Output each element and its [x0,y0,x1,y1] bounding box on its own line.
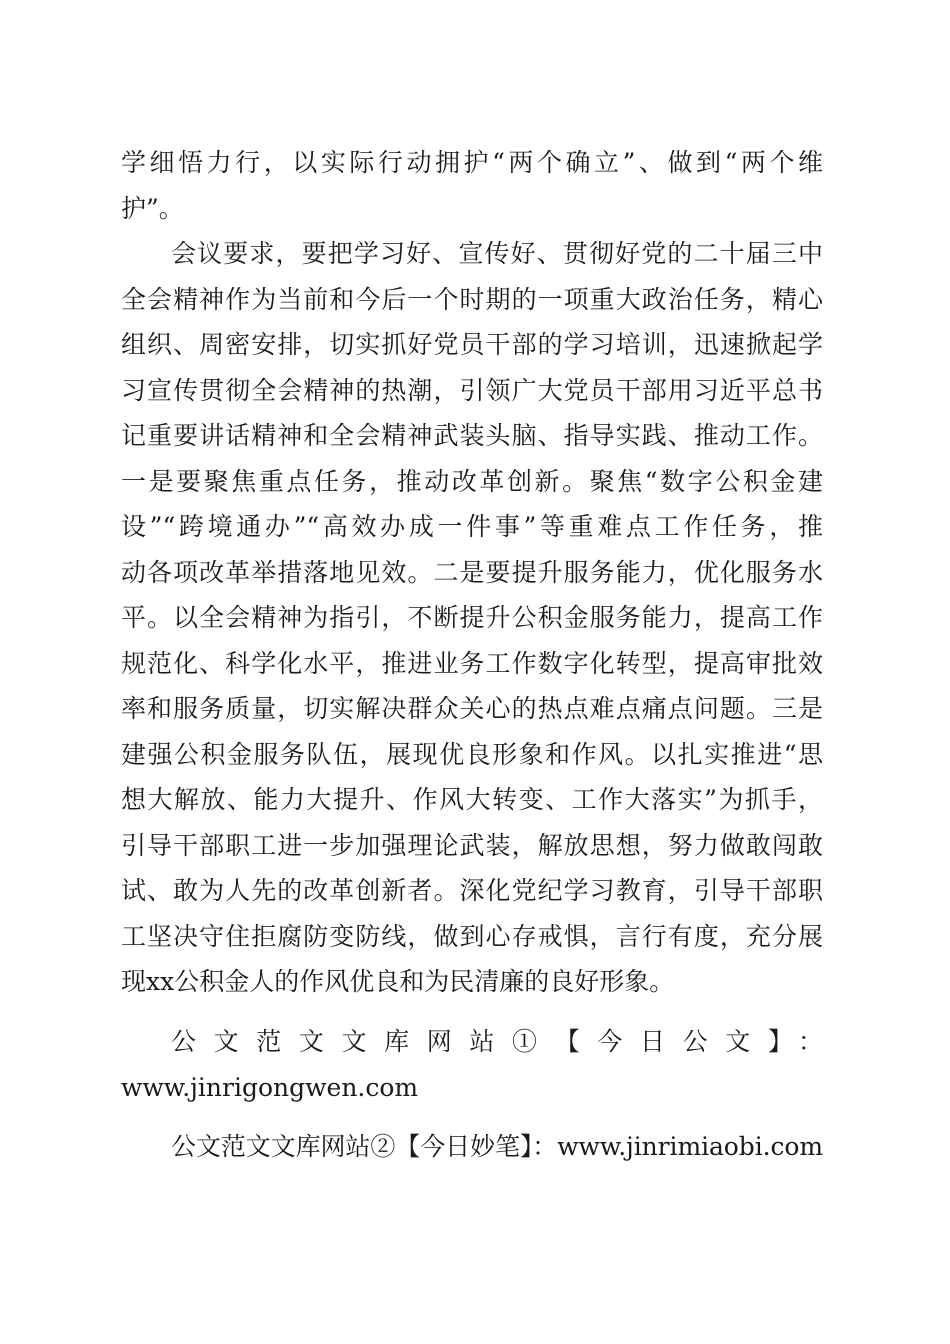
text-line: 率和服务质量，切实解决群众关心的热点难点痛点问题。三是 [121,694,823,723]
text-line: 会议要求，要把学习好、宣传好、贯彻好党的二十届三中 [171,239,823,268]
text-line: 公文范文文库网站①【今日公文】： [171,1027,823,1056]
text-line: 设”“跨境通办”“高效办成一件事”等重难点工作任务，推 [121,512,823,541]
website-url: www.jinrigongwen.com [121,1072,419,1102]
text-line: 护”。 [121,193,184,223]
text-line: 平。以全会精神为指引，不断提升公积金服务能力，提高工作 [121,603,823,632]
paragraph-1 [121,140,823,231]
text-line: 动各项改革举措落地见效。二是要提升服务能力，优化服务水 [121,557,823,587]
text-line: 习宣传贯彻全会精神的热潮，引领广大党员干部用习近平总书 [121,375,823,405]
text-line: 规范化、科学化水平，推进业务工作数字化转型，提高审批效 [121,648,823,678]
text-line: 全会精神作为当前和今后一个时期的一项重大政治任务，精心 [121,284,823,314]
website-link-2 [121,1124,823,1170]
text-line: 工坚决守住拒腐防变防线，做到心存戒惧，言行有度，充分展 [121,921,823,951]
website-link-1 [121,1019,823,1110]
text-line: 现xx公积金人的作风优良和为民清廉的良好形象。 [121,967,675,996]
text-line: 想大解放、能力大提升、作风大转变、工作大落实”为抓手， [121,785,823,814]
paragraph-2 [121,231,823,1005]
text-line: 学细悟力行，以实际行动拥护“两个确立”、做到“两个维 [121,148,823,177]
text-line: 记重要讲话精神和全会精神武装头脑、指导实践、推动工作。 [121,421,823,450]
text-line: 建强公积金服务队伍，展现优良形象和作风。以扎实推进“思 [121,739,823,769]
text-line: 引导干部职工进一步加强理论武装，解放思想，努力做敢闯敢 [121,830,823,860]
text-line: 试、敢为人先的改革创新者。深化党纪学习教育，引导干部职 [121,876,823,905]
text-line: 组织、周密安排，切实抓好党员干部的学习培训，迅速掀起学 [121,330,823,359]
text-line: 公文范文文库网站②【今日妙笔】：www.jinrimiaobi.com [171,1132,823,1161]
text-line: 一是要聚焦重点任务，推动改革创新。聚焦“数字公积金建 [121,466,823,496]
